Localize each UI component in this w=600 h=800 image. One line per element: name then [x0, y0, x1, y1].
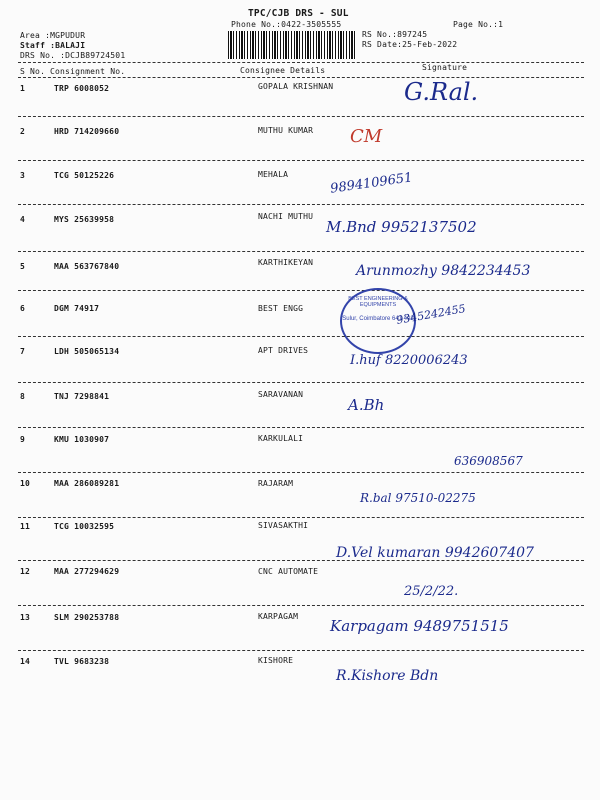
row-consignee: BEST ENGG: [258, 304, 304, 313]
divider: [18, 382, 584, 383]
row-sno: 10: [20, 479, 31, 488]
row-sno: 2: [20, 127, 26, 136]
stamp-center-text: Sulur, Coimbatore 641 402: [342, 316, 414, 322]
row-consignment: SLM 290253788: [54, 613, 120, 622]
row-consignee: NACHI MUTHU: [258, 212, 314, 221]
row-signature: A.Bh: [348, 396, 385, 414]
row-consignee: MUTHU KUMAR: [258, 126, 314, 135]
area-label: Area :MGPUDUR: [20, 31, 86, 40]
barcode: [228, 31, 356, 59]
row-consignment: MYS 25639958: [54, 215, 115, 224]
row-consignee: KARTHIKEYAN: [258, 258, 314, 267]
row-consignment: MAA 277294629: [54, 567, 120, 576]
staff-label: Staff :BALAJI: [20, 41, 86, 50]
row-signature: R.bal 97510-02275: [360, 491, 476, 505]
row-sno: 12: [20, 567, 31, 576]
divider: [18, 336, 584, 337]
row-signature: I.huf 8220006243: [350, 353, 468, 368]
row-consignment: TCG 50125226: [54, 171, 115, 180]
row-signature: 25/2/22.: [404, 584, 459, 599]
sheet-title: TPC/CJB DRS - SUL: [248, 8, 349, 19]
drs-number: DRS No. :DCJB89724501: [20, 51, 126, 60]
row-sno: 6: [20, 304, 26, 313]
divider: [18, 77, 584, 78]
row-consignee: MEHALA: [258, 170, 289, 179]
row-consignee: RAJARAM: [258, 479, 294, 488]
rs-number: RS No.:897245: [362, 30, 428, 39]
divider: [18, 160, 584, 161]
row-consignment: KMU 1030907: [54, 435, 110, 444]
col-sno: S No.: [20, 67, 46, 76]
row-signature: R.Kishore Bdn: [336, 668, 439, 684]
row-sno: 5: [20, 262, 26, 271]
divider: [18, 290, 584, 291]
row-consignment: DGM 74917: [54, 304, 100, 313]
col-consignee: Consignee Details: [240, 66, 326, 75]
row-signature: D.Vel kumaran 9942607407: [336, 545, 534, 561]
row-consignee: KARPAGAM: [258, 612, 299, 621]
divider: [18, 204, 584, 205]
row-signature: M.Bnd 9952137502: [326, 218, 477, 236]
divider: [18, 251, 584, 252]
row-sno: 3: [20, 171, 26, 180]
row-signature: 636908567: [454, 454, 523, 468]
row-consignee: GOPALA KRISHNAN: [258, 82, 334, 91]
row-consignee: CNC AUTOMATE: [258, 567, 319, 576]
row-consignment: LDH 505065134: [54, 347, 120, 356]
divider: [18, 605, 584, 606]
divider: [18, 427, 584, 428]
divider: [18, 62, 584, 63]
stamp-ring-text: BEST ENGINEERING & EQUIPMENTS: [348, 296, 408, 308]
col-consignment: Consignment No.: [50, 67, 126, 76]
row-sno: 14: [20, 657, 31, 666]
phone-number: Phone No.:0422-3505555: [231, 20, 342, 29]
divider: [18, 517, 584, 518]
row-consignee: APT DRIVES: [258, 346, 309, 355]
row-consignment: MAA 563767840: [54, 262, 120, 271]
col-signature: Signature: [422, 63, 468, 72]
row-consignee: SIVASAKTHI: [258, 521, 309, 530]
row-consignee: KARKULALI: [258, 434, 304, 443]
row-signature: Karpagam 9489751515: [330, 617, 509, 635]
row-consignment: MAA 286089281: [54, 479, 120, 488]
row-sno: 7: [20, 347, 26, 356]
row-sno: 9: [20, 435, 26, 444]
row-sno: 1: [20, 84, 26, 93]
row-sno: 4: [20, 215, 26, 224]
row-signature: 9894109651: [329, 170, 414, 197]
row-sno: 8: [20, 392, 26, 401]
row-consignment: TCG 10032595: [54, 522, 115, 531]
row-signature: CM: [350, 126, 383, 147]
row-consignment: TRP 6008052: [54, 84, 110, 93]
row-sno: 13: [20, 613, 31, 622]
page-number: Page No.:1: [453, 20, 504, 29]
row-consignment: TVL 9683238: [54, 657, 110, 666]
row-consignment: HRD 714209660: [54, 127, 120, 136]
row-sno: 11: [20, 522, 31, 531]
rs-date: RS Date:25-Feb-2022: [362, 40, 458, 49]
divider: [18, 560, 584, 561]
row-signature: G.Ral.: [404, 78, 479, 106]
divider: [18, 116, 584, 117]
row-consignment: TNJ 7298841: [54, 392, 110, 401]
row-consignee: KISHORE: [258, 656, 294, 665]
row-consignee: SARAVANAN: [258, 390, 304, 399]
divider: [18, 650, 584, 651]
divider: [18, 472, 584, 473]
row-signature: 9345242455: [395, 302, 467, 327]
row-signature: Arunmozhy 9842234453: [356, 263, 531, 279]
